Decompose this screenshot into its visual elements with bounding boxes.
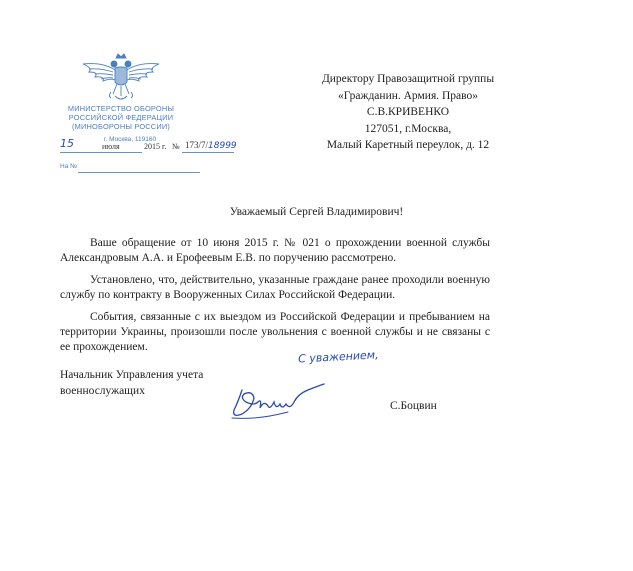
double-headed-eagle-emblem-icon bbox=[75, 52, 167, 104]
position-line: Начальник Управления учета bbox=[60, 369, 204, 381]
registration-number-label: № bbox=[172, 142, 180, 151]
signer-name: С.Боцвин bbox=[390, 400, 437, 412]
signature bbox=[228, 380, 328, 424]
handwritten-regards-text: С уважением, bbox=[297, 348, 379, 366]
reference-row bbox=[60, 163, 220, 175]
addressee-line: С.В.КРИВЕНКО bbox=[366, 106, 450, 119]
registration-number bbox=[185, 140, 237, 151]
reference-underline bbox=[78, 172, 200, 173]
letterhead bbox=[62, 52, 180, 143]
letterhead-line: (МИНОБОРОНЫ РОССИИ) bbox=[71, 122, 171, 131]
handwritten-regards bbox=[296, 340, 406, 370]
addressee-line: Директору Правозащитной группы bbox=[321, 73, 495, 85]
addressee-line: Малый Каретный переулок, д. 12 bbox=[326, 139, 490, 152]
day-underline bbox=[60, 152, 100, 153]
body-paragraph: События, связанные с их выездом из Российской Федерации и пребыванием на территории Украины, произошли после увольнения с военной службы и не связаны с ее прохождением. bbox=[60, 310, 490, 354]
letterhead-line: МИНИСТЕРСТВО ОБОРОНЫ bbox=[67, 104, 175, 113]
salutation: Уважаемый Сергей Владимирович! bbox=[229, 206, 404, 218]
addressee-line: «Гражданин. Армия. Право» bbox=[337, 89, 478, 102]
registration-number-printed: 173/7/ bbox=[185, 140, 209, 150]
position-line: военнослужащих bbox=[60, 384, 145, 397]
handwritten-day: 15 bbox=[60, 137, 74, 150]
letter-body bbox=[60, 236, 490, 362]
month-underline bbox=[100, 152, 142, 153]
letterhead-line: РОССИЙСКОЙ ФЕДЕРАЦИИ bbox=[68, 113, 174, 122]
reference-label: На № bbox=[60, 163, 78, 170]
letterhead-city: г. Москва, 119160 bbox=[103, 136, 157, 143]
registration-year: 2015 г. bbox=[144, 142, 167, 151]
registration-month: июля bbox=[102, 142, 120, 151]
body-paragraph: Ваше обращение от 10 июня 2015 г. № 021 о прохождении военной службы Александровым А.А. и Ерофеевым Е.В. по поручению рассмотрено. bbox=[60, 237, 490, 265]
addressee-block bbox=[238, 71, 578, 154]
registration-number-handwritten: 18999 bbox=[208, 141, 237, 151]
number-underline bbox=[182, 152, 234, 153]
body-paragraph: Установлено, что, действительно, указанные граждане ранее проходили военную службу по контракту в Вооруженных Силах Российской Федерации. bbox=[60, 273, 490, 302]
addressee-line: 127051, г.Москва, bbox=[364, 122, 452, 135]
